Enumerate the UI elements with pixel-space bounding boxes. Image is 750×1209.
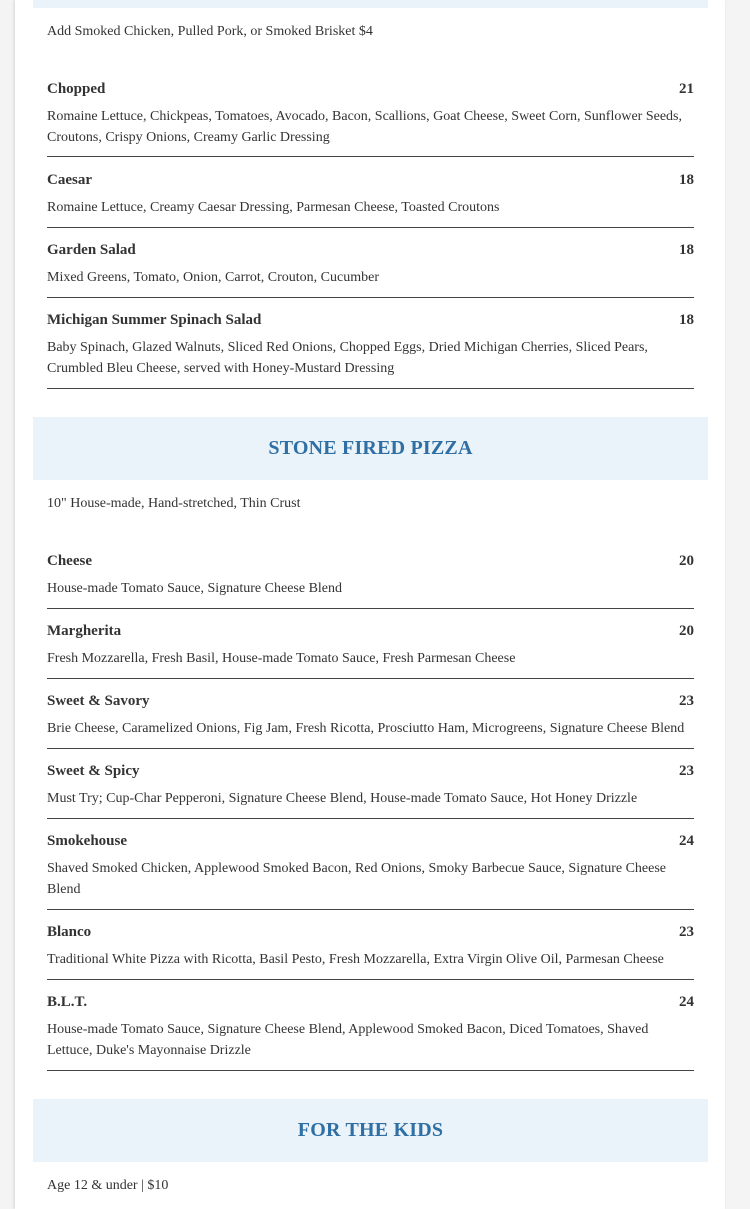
item-name: Smokehouse xyxy=(47,833,128,849)
item-description: Romaine Lettuce, Chickpeas, Tomatoes, Avocado, Bacon, Scallions, Goat Cheese, Sweet Corn, Sunflower Seeds, Croutons, Crispy Onions, Creamy Garlic Dressing xyxy=(47,109,682,145)
section-header-pizza xyxy=(33,417,708,480)
menu-item xyxy=(47,924,694,980)
menu-item xyxy=(47,553,694,609)
pizza-note: 10" House-made, Hand-stretched, Thin Crust xyxy=(47,496,301,511)
menu-item xyxy=(47,994,694,1071)
item-name: Blanco xyxy=(47,924,92,940)
menu-item xyxy=(47,81,694,157)
item-price: 23 xyxy=(679,693,694,709)
item-description: Romaine Lettuce, Creamy Caesar Dressing, Parmesan Cheese, Toasted Croutons xyxy=(47,200,500,215)
item-price: 20 xyxy=(679,623,694,639)
menu-item xyxy=(47,623,694,679)
section-title: FOR THE KIDS xyxy=(297,1119,444,1141)
item-name: Sweet & Savory xyxy=(47,693,150,709)
item-description: House-made Tomato Sauce, Signature Cheese Blend xyxy=(47,581,343,596)
item-price: 24 xyxy=(679,833,694,849)
section-header-salads xyxy=(33,0,708,8)
item-price: 23 xyxy=(679,763,694,779)
menu-item xyxy=(47,242,694,298)
item-description: Baby Spinach, Glazed Walnuts, Sliced Red Onions, Chopped Eggs, Dried Michigan Cherries, Sliced Pears, Crumbled Bleu Cheese, served with Honey-Mustard Dressing xyxy=(47,340,648,376)
section-header-kids xyxy=(33,1099,708,1162)
menu-item xyxy=(47,693,694,749)
item-price: 18 xyxy=(679,312,694,328)
item-description: Mixed Greens, Tomato, Onion, Carrot, Crouton, Cucumber xyxy=(47,270,379,285)
item-description: Must Try; Cup-Char Pepperoni, Signature Cheese Blend, House-made Tomato Sauce, Hot Honey Drizzle xyxy=(47,791,638,806)
item-name: Sweet & Spicy xyxy=(47,763,140,779)
item-description: Traditional White Pizza with Ricotta, Basil Pesto, Fresh Mozzarella, Extra Virgin Olive Oil, Parmesan Cheese xyxy=(47,952,664,967)
section-title: STONE FIRED PIZZA xyxy=(268,437,473,459)
menu-item xyxy=(47,833,694,910)
menu-page xyxy=(15,0,725,1209)
item-name: Garden Salad xyxy=(47,242,136,258)
item-price: 21 xyxy=(679,81,694,97)
kids-note: Age 12 & under | $10 xyxy=(47,1178,169,1193)
item-price: 20 xyxy=(679,553,694,569)
item-name: Cheese xyxy=(47,553,92,569)
item-description: Fresh Mozzarella, Fresh Basil, House-made Tomato Sauce, Fresh Parmesan Cheese xyxy=(47,651,516,666)
menu-item xyxy=(47,312,694,389)
item-price: 24 xyxy=(679,994,694,1010)
item-price: 23 xyxy=(679,924,694,940)
salad-addon-note: Add Smoked Chicken, Pulled Pork, or Smoked Brisket $4 xyxy=(47,24,373,39)
item-name: Caesar xyxy=(47,172,92,188)
item-price: 18 xyxy=(679,242,694,258)
item-name: B.L.T. xyxy=(47,994,88,1010)
item-description: Shaved Smoked Chicken, Applewood Smoked Bacon, Red Onions, Smoky Barbecue Sauce, Signature Cheese Blend xyxy=(47,861,667,897)
item-name: Chopped xyxy=(47,81,106,97)
menu-item xyxy=(47,763,694,819)
item-price: 18 xyxy=(679,172,694,188)
item-description: House-made Tomato Sauce, Signature Cheese Blend, Applewood Smoked Bacon, Diced Tomatoes, Shaved Lettuce, Duke's Mayonnaise Drizzle xyxy=(47,1022,649,1058)
item-description: Brie Cheese, Caramelized Onions, Fig Jam, Fresh Ricotta, Prosciutto Ham, Microgreens, Signature Cheese Blend xyxy=(47,721,685,736)
menu-item xyxy=(47,172,694,228)
item-name: Margherita xyxy=(47,623,122,639)
item-name: Michigan Summer Spinach Salad xyxy=(47,312,262,328)
